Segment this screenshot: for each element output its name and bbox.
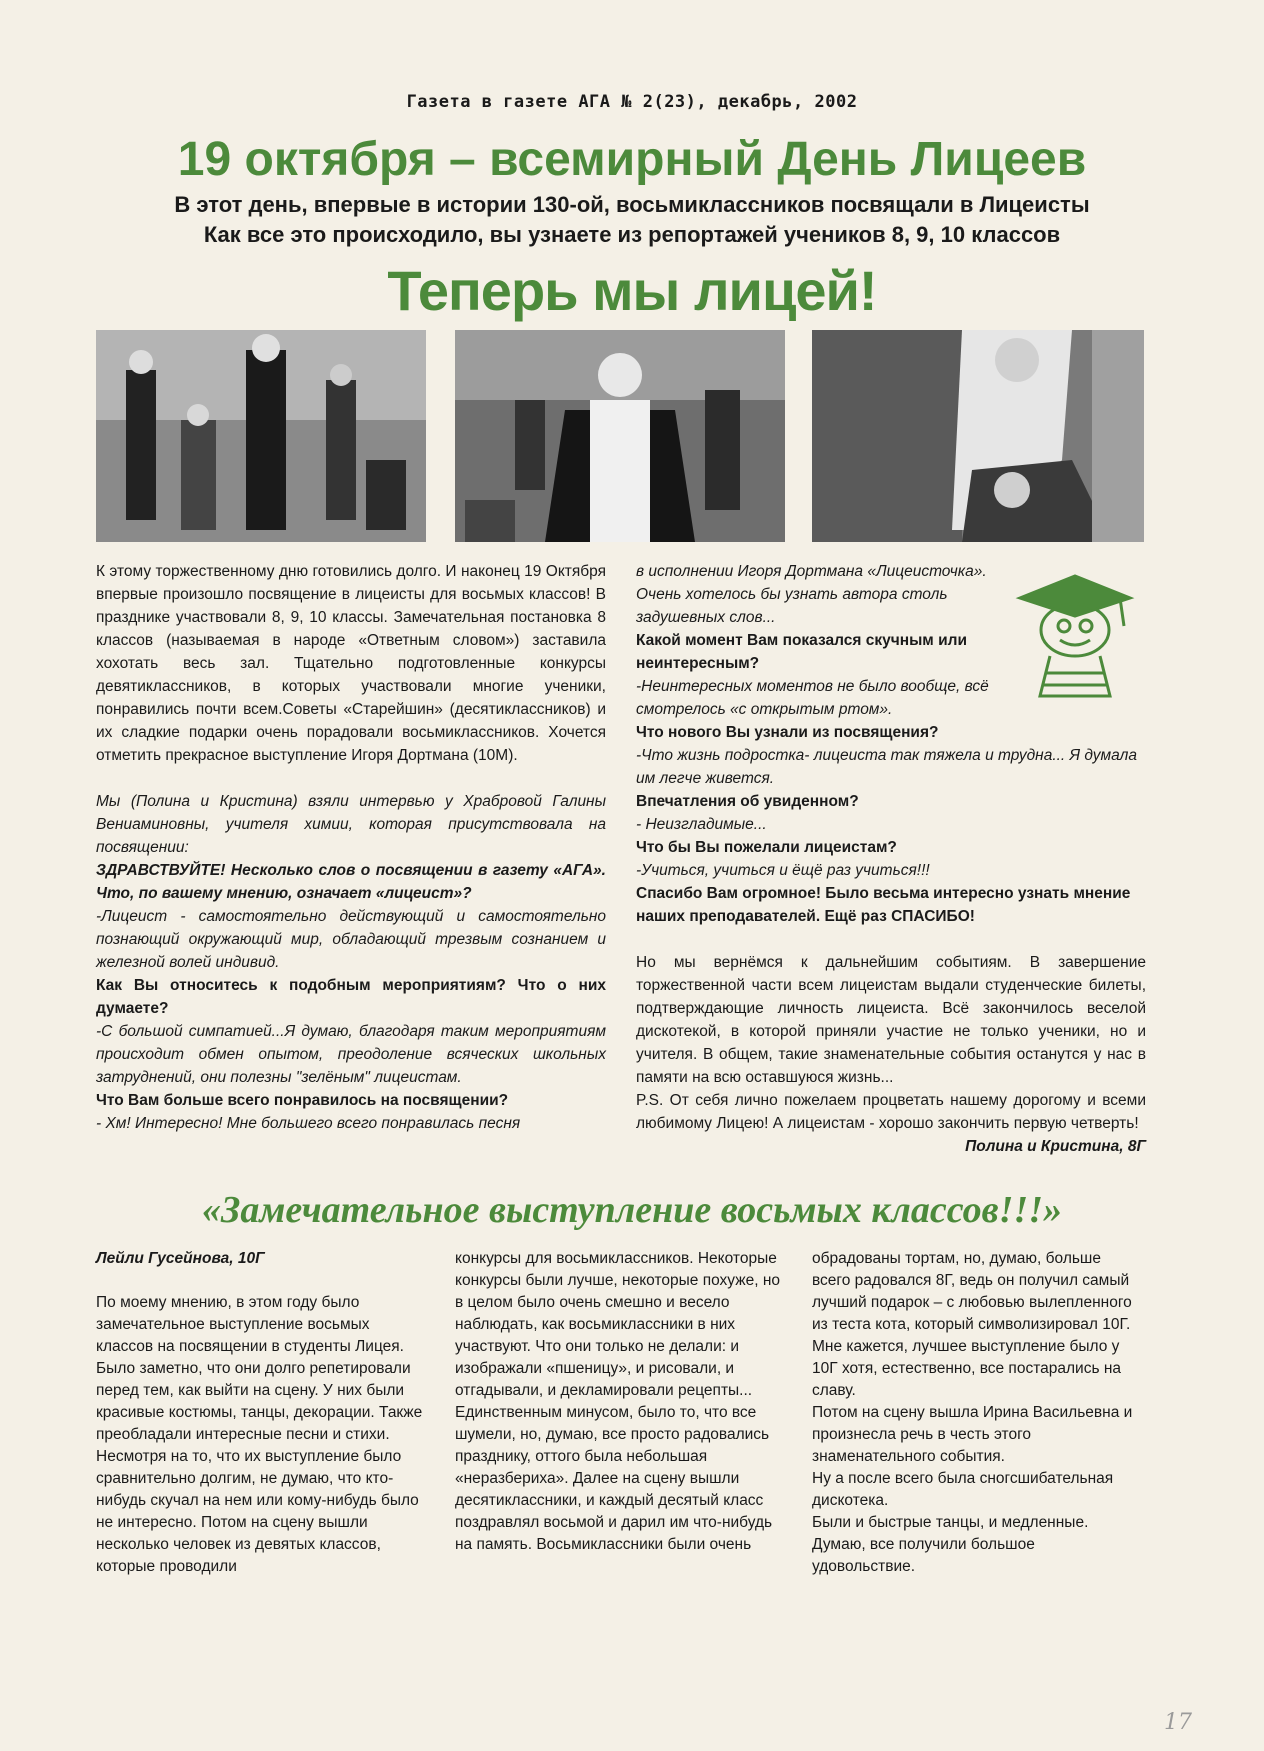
article1-column-1 (96, 560, 606, 1135)
article2-text-3: Потом на сцену вышла Ирина Васильевна и произнесла речь в честь этого знаменательного события. (812, 1404, 1133, 1465)
article-headline: Теперь мы лицей! (387, 259, 877, 322)
page-title: 19 октября – всемирный День Лицеев (177, 133, 1087, 186)
interview-closing: Спасибо Вам огромное! Было весьма интересно узнать мнение наших преподавателей. Ещё раз СПАСИБО! (636, 885, 1131, 925)
article2-text-3: Ну а после всего была сногсшибательная дискотека. (812, 1470, 1114, 1509)
article2-headline: «Замечательное выступление восьмых классов!!!» (201, 1189, 1063, 1231)
interview-answer: - Неизгладимые... (636, 816, 767, 833)
article2-column-3 (812, 1248, 1142, 1578)
interview-answer: -Учиться, учиться и ёщё раз учиться!!! (636, 862, 930, 879)
interview-answer: -Что жизнь подростка- лицеиста так тяжела и трудна... Я думала им легче живется. (636, 747, 1137, 787)
interview-answer: -Неинтересных моментов не было вообще, всё смотрелось «с открытым ртом». (636, 678, 989, 718)
article2-author: Лейли Гусейнова, 10Г (96, 1250, 265, 1267)
article2-text-3: Были и быстрые танцы, и медленные. Думаю, все получили большое удовольствие. (812, 1514, 1089, 1575)
interview-question: Что бы Вы пожелали лицеистам? (636, 839, 897, 856)
article2-text-3: обрадованы тортам, но, думаю, больше всего радовался 8Г, ведь он получил самый лучший подарок – с любовью вылепленного из теста кота, который символизировал 10Г. (812, 1250, 1132, 1333)
interview-question: Какой момент Вам показался скучным или неинтересным? (636, 632, 967, 672)
subtitle-1: В этот день, впервые в истории 130-ой, восьмиклассников посвящали в Лицеисты (174, 192, 1090, 217)
interview-answer: -Лицеист - самостоятельно действующий и самостоятельно познающий окружающий мир, обладающий трезвым сознанием и железной волей индивид. (96, 908, 606, 971)
article1-intro: К этому торжественному дню готовились долго. И наконец 19 Октября впервые произошло посвящение в лицеисты для восьмых классов! В празднике участвовали 8, 9, 10 классы. Замечательная постановка 8 классов (называемая в народе «Ответным словом») заставила хохотать весь зал. Тщательно подготовленные конкурсы девятиклассников, в которых участвовали многие ученики, понравились почти всем.Советы «Старейшин» (десятиклассников) и их сладкие подарки очень порадовали восьмиклассников. Хочется отметить прекрасное выступление Игоря Дортмана (10М). (96, 563, 606, 764)
issue-line: Газета в газете АГА № 2(23), декабрь, 2002 (406, 92, 858, 112)
photo-speaker (455, 330, 785, 542)
article1-conclusion: Но мы вернёмся к дальнейшим событиям. В завершение торжественной части всем лицеистам выдали студенческие билеты, подтверждающие личность лицеиста. Всё закончилось веселой дискотекой, в которой приняли участие не только ученики, но и учителя. В общем, такие знаменательные события останутся у нас в памяти на всю оставшуюся жизнь... (636, 954, 1146, 1086)
interview-question: Что Вам больше всего понравилось на посвящении? (96, 1092, 509, 1109)
article2-column-1 (96, 1248, 426, 1578)
interview-question: Как Вы относитесь к подобным мероприятиям? Что о них думаете? (96, 977, 606, 1017)
photo-stage-group (96, 330, 426, 542)
subtitle-2: Как все это происходило, вы узнаете из репортажей учеников 8, 9, 10 классов (203, 222, 1061, 247)
interview-intro: Мы (Полина и Кристина) взяли интервью у Храбровой Галины Вениаминовны, учителя химии, которая присутствовала на посвящении: (96, 793, 606, 856)
article2-text-3: Мне кажется, лучшее выступление было у 10Г хотя, естественно, все постарались на славу. (812, 1338, 1122, 1399)
interview-question: ЗДРАВСТВУЙТЕ! Несколько слов о посвящении в газету «АГА». Что, по вашему мнению, означает «лицеист»? (96, 862, 606, 902)
article1-signature: Полина и Кристина, 8Г (965, 1138, 1146, 1155)
article2-column-2 (455, 1248, 785, 1556)
photo-singer (812, 330, 1144, 542)
article1-ps: P.S. От себя лично пожелаем процветать нашему дорогому и всеми любимому Лицею! А лицеистам - хорошо закончить первую четверть! (636, 1092, 1146, 1132)
interview-answer: в исполнении Игоря Дортмана «Лицеисточка». Очень хотелось бы узнать автора столь задушевных слов... (636, 563, 987, 626)
lyceum-mascot-icon (1000, 568, 1150, 698)
interview-question: Что нового Вы узнали из посвящения? (636, 724, 939, 741)
interview-answer: - Хм! Интересно! Мне большего всего понравилась песня (96, 1115, 521, 1132)
page-number: 17 (1164, 1710, 1192, 1735)
interview-question: Впечатления об увиденном? (636, 793, 859, 810)
interview-answer: -С большой симпатией...Я думаю, благодаря таким мероприятиям происходит обмен опытом, преодоление всяческих школьных затруднений, они полезны "зелёным" лицеистам. (96, 1023, 606, 1086)
article2-text-2: конкурсы для восьмиклассников. Некоторые конкурсы были лучше, некоторые похуже, но в целом было очень смешно и весело наблюдать, как восьмиклассники в них участвуют. Что они только не делали: и изображали «пшеницу», и рисовали, и отгадывали, и декламировали рецепты... Единственным минусом, было то, что все шумели, но, думаю, все просто радовались празднику, оттого была небольшая «неразбериха». Далее на сцену вышли десятиклассники, и каждый десятый класс поздравлял восьмой и дарил им что-нибудь на память. Восьмиклассники были очень (455, 1250, 780, 1553)
article2-text-1: По моему мнению, в этом году было замечательное выступление восьмых классов на посвящении в студенты Лицея. Было заметно, что они долго репетировали перед тем, как выйти на сцену. У них были красивые костюмы, танцы, декорации. Также преобладали интересные песни и стихи. Несмотря на то, что их выступление было сравнительно долгим, не думаю, что кто-нибудь скучал на нем или кому-нибудь было не интересно. Потом на сцену вышли несколько человек из девятых классов, которые проводили (96, 1294, 423, 1575)
